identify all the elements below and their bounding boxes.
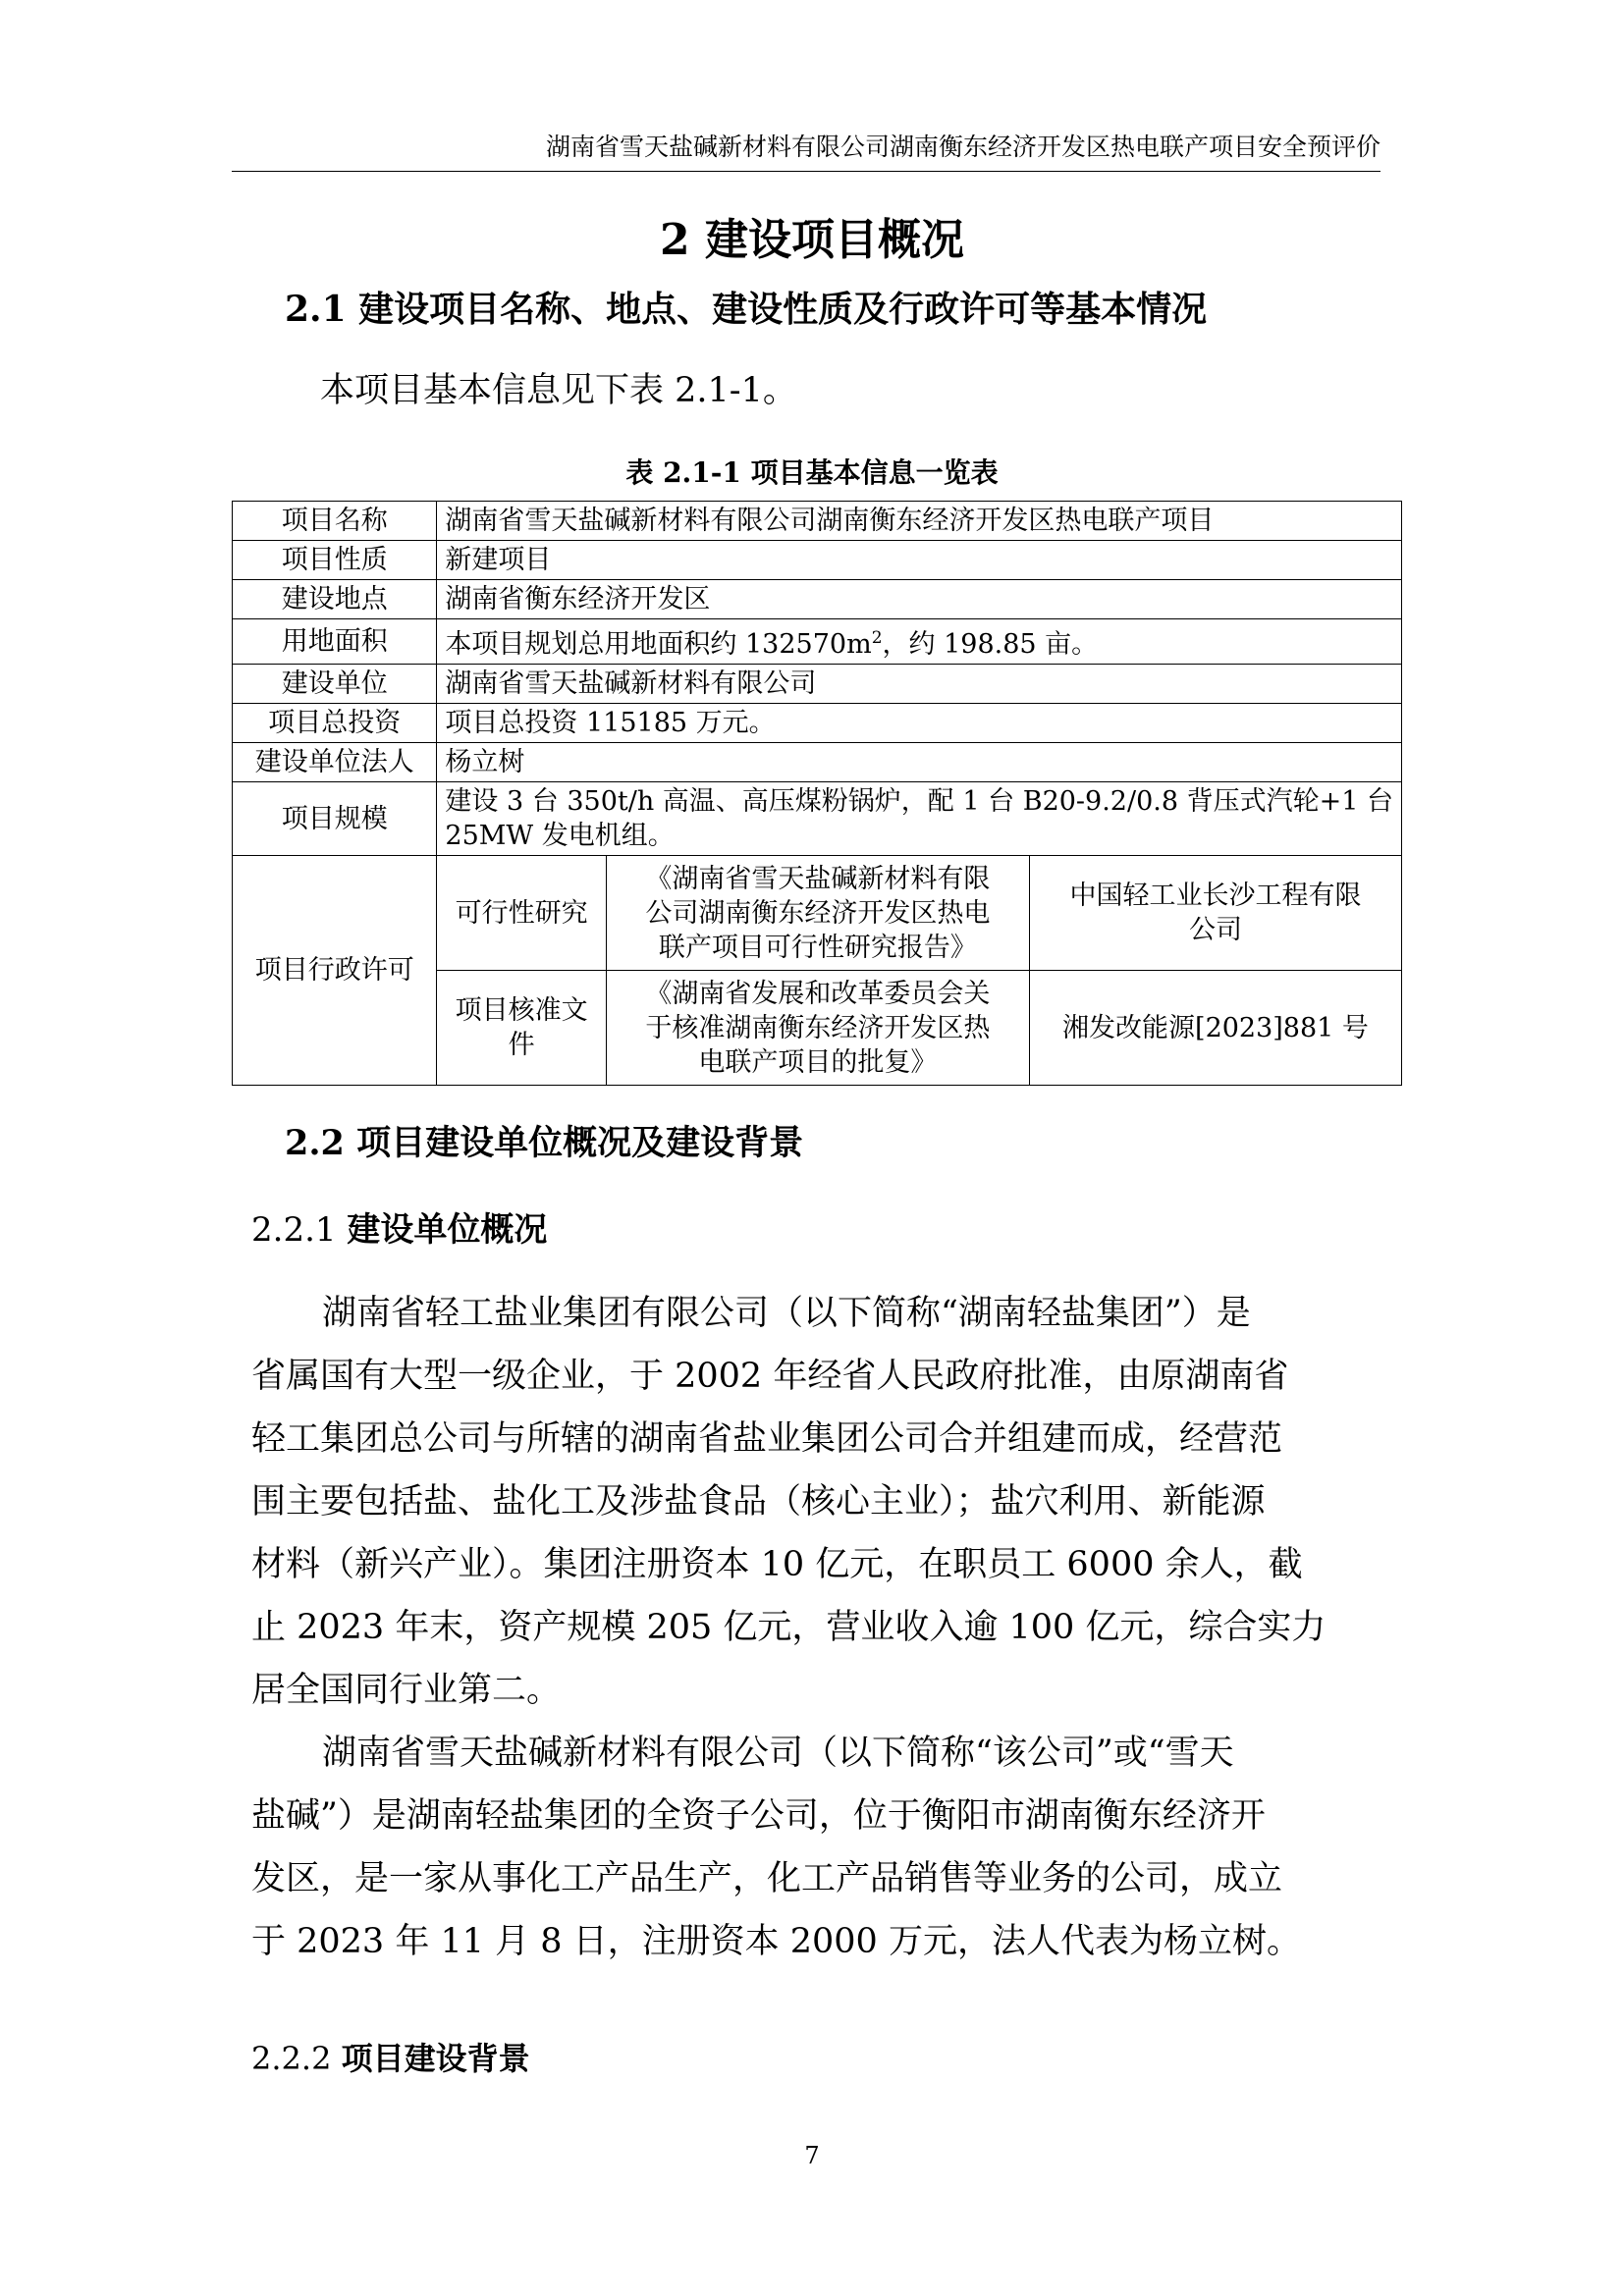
table-row [233,856,1402,971]
page-number: 7 [804,2142,820,2169]
row-label: 项目总投资 [233,704,437,743]
text-line: 发区，是一家从事化工产品生产，化工产品销售等业务的公司，成立 [251,1859,1283,1898]
paragraph-company-group [251,1282,1390,1722]
table-row [233,580,1402,619]
type-line: 项目核准文 [455,995,588,1026]
paragraph-subsidiary [251,1722,1390,1973]
text-line: 于 2023 年 11 月 8 日，注册资本 2000 万元，法人代表为杨立树。 [251,1922,1301,1961]
text-line: 围主要包括盐、盐化工及涉盐食品（核心主业）；盐穴利用、新能源 [251,1482,1266,1522]
text-line: 居全国同行业第二。 [251,1671,562,1710]
text-line: 盐碱”）是湖南轻盐集团的全资子公司，位于衡阳市湖南衡东经济开 [251,1796,1266,1836]
section-2-2-title: 2.2 项目建设单位概况及建设背景 [285,1123,804,1163]
row-value: 杨立树 [437,743,1402,782]
row-value: 湖南省雪天盐碱新材料有限公司 [437,665,1402,704]
row-value: 湖南省衡东经济开发区 [437,580,1402,619]
subsection-number: 2.2.1 [251,1210,337,1250]
scale-line: 25MW 发电机组。 [445,821,675,851]
row-label: 项目名称 [233,502,437,541]
issuer-line: 公司 [1188,915,1242,945]
doc-line: 联产项目可行性研究报告》 [658,932,977,963]
doc-line: 《湖南省发展和改革委员会关 [645,978,991,1009]
table-row [233,782,1402,856]
subsection-title-text: 建设单位概况 [347,1210,548,1250]
text-line: 湖南省轻工盐业集团有限公司（以下简称“湖南轻盐集团”）是 [322,1294,1251,1333]
doc-line: 电联产项目的批复》 [698,1046,938,1078]
subsection-2-2-1-title [251,1205,547,1255]
issuer-line: 中国轻工业长沙工程有限 [1069,881,1362,911]
row-label: 项目性质 [233,541,437,580]
row-label: 建设单位法人 [233,743,437,782]
row-label: 建设地点 [233,580,437,619]
row-value-scale [437,782,1402,856]
table-row [233,665,1402,704]
section-2-1-title: 2.1 建设项目名称、地点、建设性质及行政许可等基本情况 [285,289,1208,330]
text-line: 湖南省雪天盐碱新材料有限公司（以下简称“该公司”或“雪天 [322,1734,1234,1773]
running-header [232,130,1380,172]
row-value-area [437,619,1402,665]
table-row [233,541,1402,580]
subsection-title-text: 项目建设背景 [341,2040,530,2077]
doc-line: 《湖南省雪天盐碱新材料有限 [645,863,991,894]
table-row [233,743,1402,782]
row-label: 建设单位 [233,665,437,704]
text-line: 轻工集团总公司与所辖的湖南省盐业集团公司合并组建而成，经营范 [251,1419,1283,1459]
permit-type [437,971,606,1086]
row-value: 新建项目 [437,541,1402,580]
row-label: 项目规模 [233,782,437,856]
doc-line: 公司湖南衡东经济开发区热电 [645,897,991,929]
area-text: 本项目规划总用地面积约 132570m [445,629,872,660]
subsection-2-2-2-title [251,2034,530,2083]
project-info-table [232,501,1402,1086]
table-row [233,704,1402,743]
permit-document [606,856,1029,971]
permit-issuer: 湘发改能源[2023]881 号 [1029,971,1401,1086]
type-line: 件 [508,1030,535,1060]
table-row [233,502,1402,541]
row-value: 项目总投资 115185 万元。 [437,704,1402,743]
permit-type: 可行性研究 [437,856,606,971]
row-value: 湖南省雪天盐碱新材料有限公司湖南衡东经济开发区热电联产项目 [437,502,1402,541]
row-label: 用地面积 [233,619,437,665]
chapter-title: 2 建设项目概况 [660,215,964,265]
scale-line: 建设 3 台 350t/h 高温、高压煤粉锅炉，配 1 台 B20-9.2/0.8 背压式汽轮+1 台 [445,786,1393,817]
area-superscript: 2 [871,628,883,648]
permit-label: 项目行政许可 [233,856,437,1086]
doc-line: 于核准湖南衡东经济开发区热 [645,1012,991,1043]
table-caption: 表 2.1-1 项目基本信息一览表 [625,456,999,489]
text-line: 省属国有大型一级企业，于 2002 年经省人民政府批准，由原湖南省 [251,1357,1289,1396]
table-row [233,619,1402,665]
section-2-1-intro: 本项目基本信息见下表 2.1-1。 [320,371,797,410]
permit-issuer [1029,856,1401,971]
area-text-suffix: ，约 198.85 亩。 [882,629,1099,660]
subsection-number: 2.2.2 [251,2040,332,2077]
permit-document [606,971,1029,1086]
text-line: 止 2023 年末，资产规模 205 亿元，营业收入逾 100 亿元，综合实力 [251,1608,1326,1647]
text-line: 材料（新兴产业）。集团注册资本 10 亿元，在职员工 6000 余人，截 [251,1545,1303,1584]
running-header-text: 湖南省雪天盐碱新材料有限公司湖南衡东经济开发区热电联产项目安全预评价 [545,133,1380,161]
